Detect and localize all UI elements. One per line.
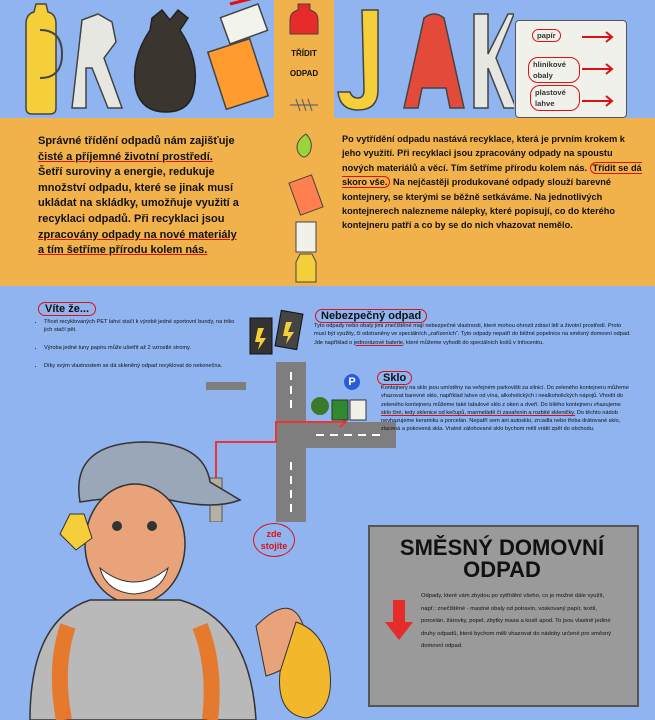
- parking-sign: P: [344, 374, 360, 390]
- center-title: [274, 44, 334, 84]
- nebezpecny-text: [314, 322, 632, 347]
- jak-illustration: [334, 0, 514, 118]
- sklo-body2: Do těchto nádob nevhazujeme keramiku a porcelán. Nepatří sem ani autosklo, zrcadla nebo třeba drátované sklo, zlacená a pokovená skla. Vratné zálohované sklo bychom měli vrátit zpět do obchodu.: [381, 409, 621, 433]
- nebezpecny-highlight: jednorázové baterie: [353, 339, 403, 346]
- waste-stack-illustration: [282, 130, 330, 286]
- vite-item-1: • Třicet recyklovaných PET lahví stačí k výrobě jedné sportovní bundy, na triko jich stačí pět.: [44, 318, 244, 334]
- intro-right-text: [342, 132, 642, 233]
- intro-right-body2: Na nejčastěji produkované odpady slouží barevné kontejnery, se kterými se běžně setkáváme. Na jednotlivých kontejnerech nalezneme nálepky, které popisují, co do kterého kontejneru patří a co by se do nich vhazovat nemělo.: [342, 177, 615, 231]
- boy-illustration: [20, 426, 350, 720]
- intro-left-body: Šetří suroviny a energie, redukuje množství odpadu, které se jinak musí ukládat na skládky, umožňuje využití a recyklaci odpadů. Při recyklaci jsou: [38, 166, 239, 225]
- smesny-text: Odpady, které vám zbydou po vytřídění všeho, co je možné dále využít, např.: znečištěné - mastné obaly od potravin, voskovaný papír, textil, porcelán, žárovky, popel, zbytky masa a kostí apod. To jsou vlastně jediné druhy odpadů, které bychom měli vhazovat do nádoby určené pro směsný domovní odpad.: [421, 593, 612, 649]
- scroll-item-obaly: hliníkové obaly: [528, 57, 580, 83]
- smesny-title: SMĚSNÝ DOMOVNÍ ODPAD: [399, 535, 605, 582]
- nebezpecny-body: Tyto odpady nebo obaly jimi znečištěné mají nebezpečné vlastnosti, které mohou ohrozit zdraví lidí a životní prostředí. Proto musí být využity, či odstraněny ve speciálních „zařízeních“. Tyto odpady nepatří do běžné popelnice na směsný domovní odpad. Jde například o: [314, 323, 631, 346]
- fishbone-icon: [286, 96, 322, 114]
- intro-left-highlight3: a tím šetříme přírodu kolem nás.: [38, 244, 208, 257]
- you-are-here-label: zde stojíte: [260, 529, 288, 551]
- sklo-text: [381, 384, 631, 434]
- arrows-icon: [580, 27, 620, 117]
- down-arrow-icon: [384, 598, 414, 642]
- vite-item-3: • Díky svým vlastnostem se dá skleněný odpad recyklovat do nekonečna.: [44, 362, 244, 370]
- vite-ze-title: Víte že...: [38, 302, 96, 316]
- nebezpecny-title: Nebezpečný odpad: [315, 309, 427, 323]
- intro-right-body1: Po vytřídění odpadu nastává recyklace, která je prvním krokem k jeho využití. Při recyklaci jsou zpracovány odpady na spoustu nových materiálů a věcí. Tím šetříme přírodu kolem nás.: [342, 134, 625, 173]
- recycle-scroll: [515, 20, 627, 118]
- nebezpecny-body-end: , které můžeme vyhodit do speciálních košů v Infocentru.: [402, 339, 544, 346]
- proc-illustration: [0, 0, 275, 118]
- intro-right-highlight: Třídit se dá skoro vše.: [342, 162, 642, 188]
- sklo-highlight: sklo čiré, tedy sklenice od kečupů, marmeládě či zavařenin a rozbité skleničky.: [381, 409, 576, 416]
- vite-item-2: • Výroba jedné tuny papíru může ušetřit až 2 vzrostlé stromy.: [44, 344, 244, 352]
- intro-left-line1: Správné třídění odpadů nám zajišťuje: [38, 135, 235, 147]
- center-title-line1: TŘÍDIT: [291, 49, 317, 58]
- battery-icon: [244, 308, 310, 364]
- intro-left-text: [38, 134, 264, 259]
- scroll-item-papir: papír: [532, 29, 561, 42]
- sklo-title: Sklo: [377, 371, 412, 385]
- red-bottle-icon: [286, 2, 322, 36]
- scroll-item-lahve: plastové lahve: [530, 85, 580, 111]
- intro-left-highlight1: čisté a příjemné životní prostředí.: [38, 150, 213, 163]
- center-title-line2: ODPAD: [289, 69, 319, 78]
- glass-containers-icon: [330, 392, 370, 422]
- sklo-body1: Kontejnery na sklo jsou umístěny na veřejném parkovišti za silnicí. Do zeleného kontejneru můžeme vhazovat barevné sklo, například lahve od vína, alkoholických i nealkoholických nápojů. Vhodit do zeleného kontejneru můžeme také tabulové sklo z oken a dveří. Do bílého kontejneru vhazujeme: [381, 385, 629, 408]
- intro-left-highlight2: zpracovány odpady na nové materiály: [38, 228, 237, 241]
